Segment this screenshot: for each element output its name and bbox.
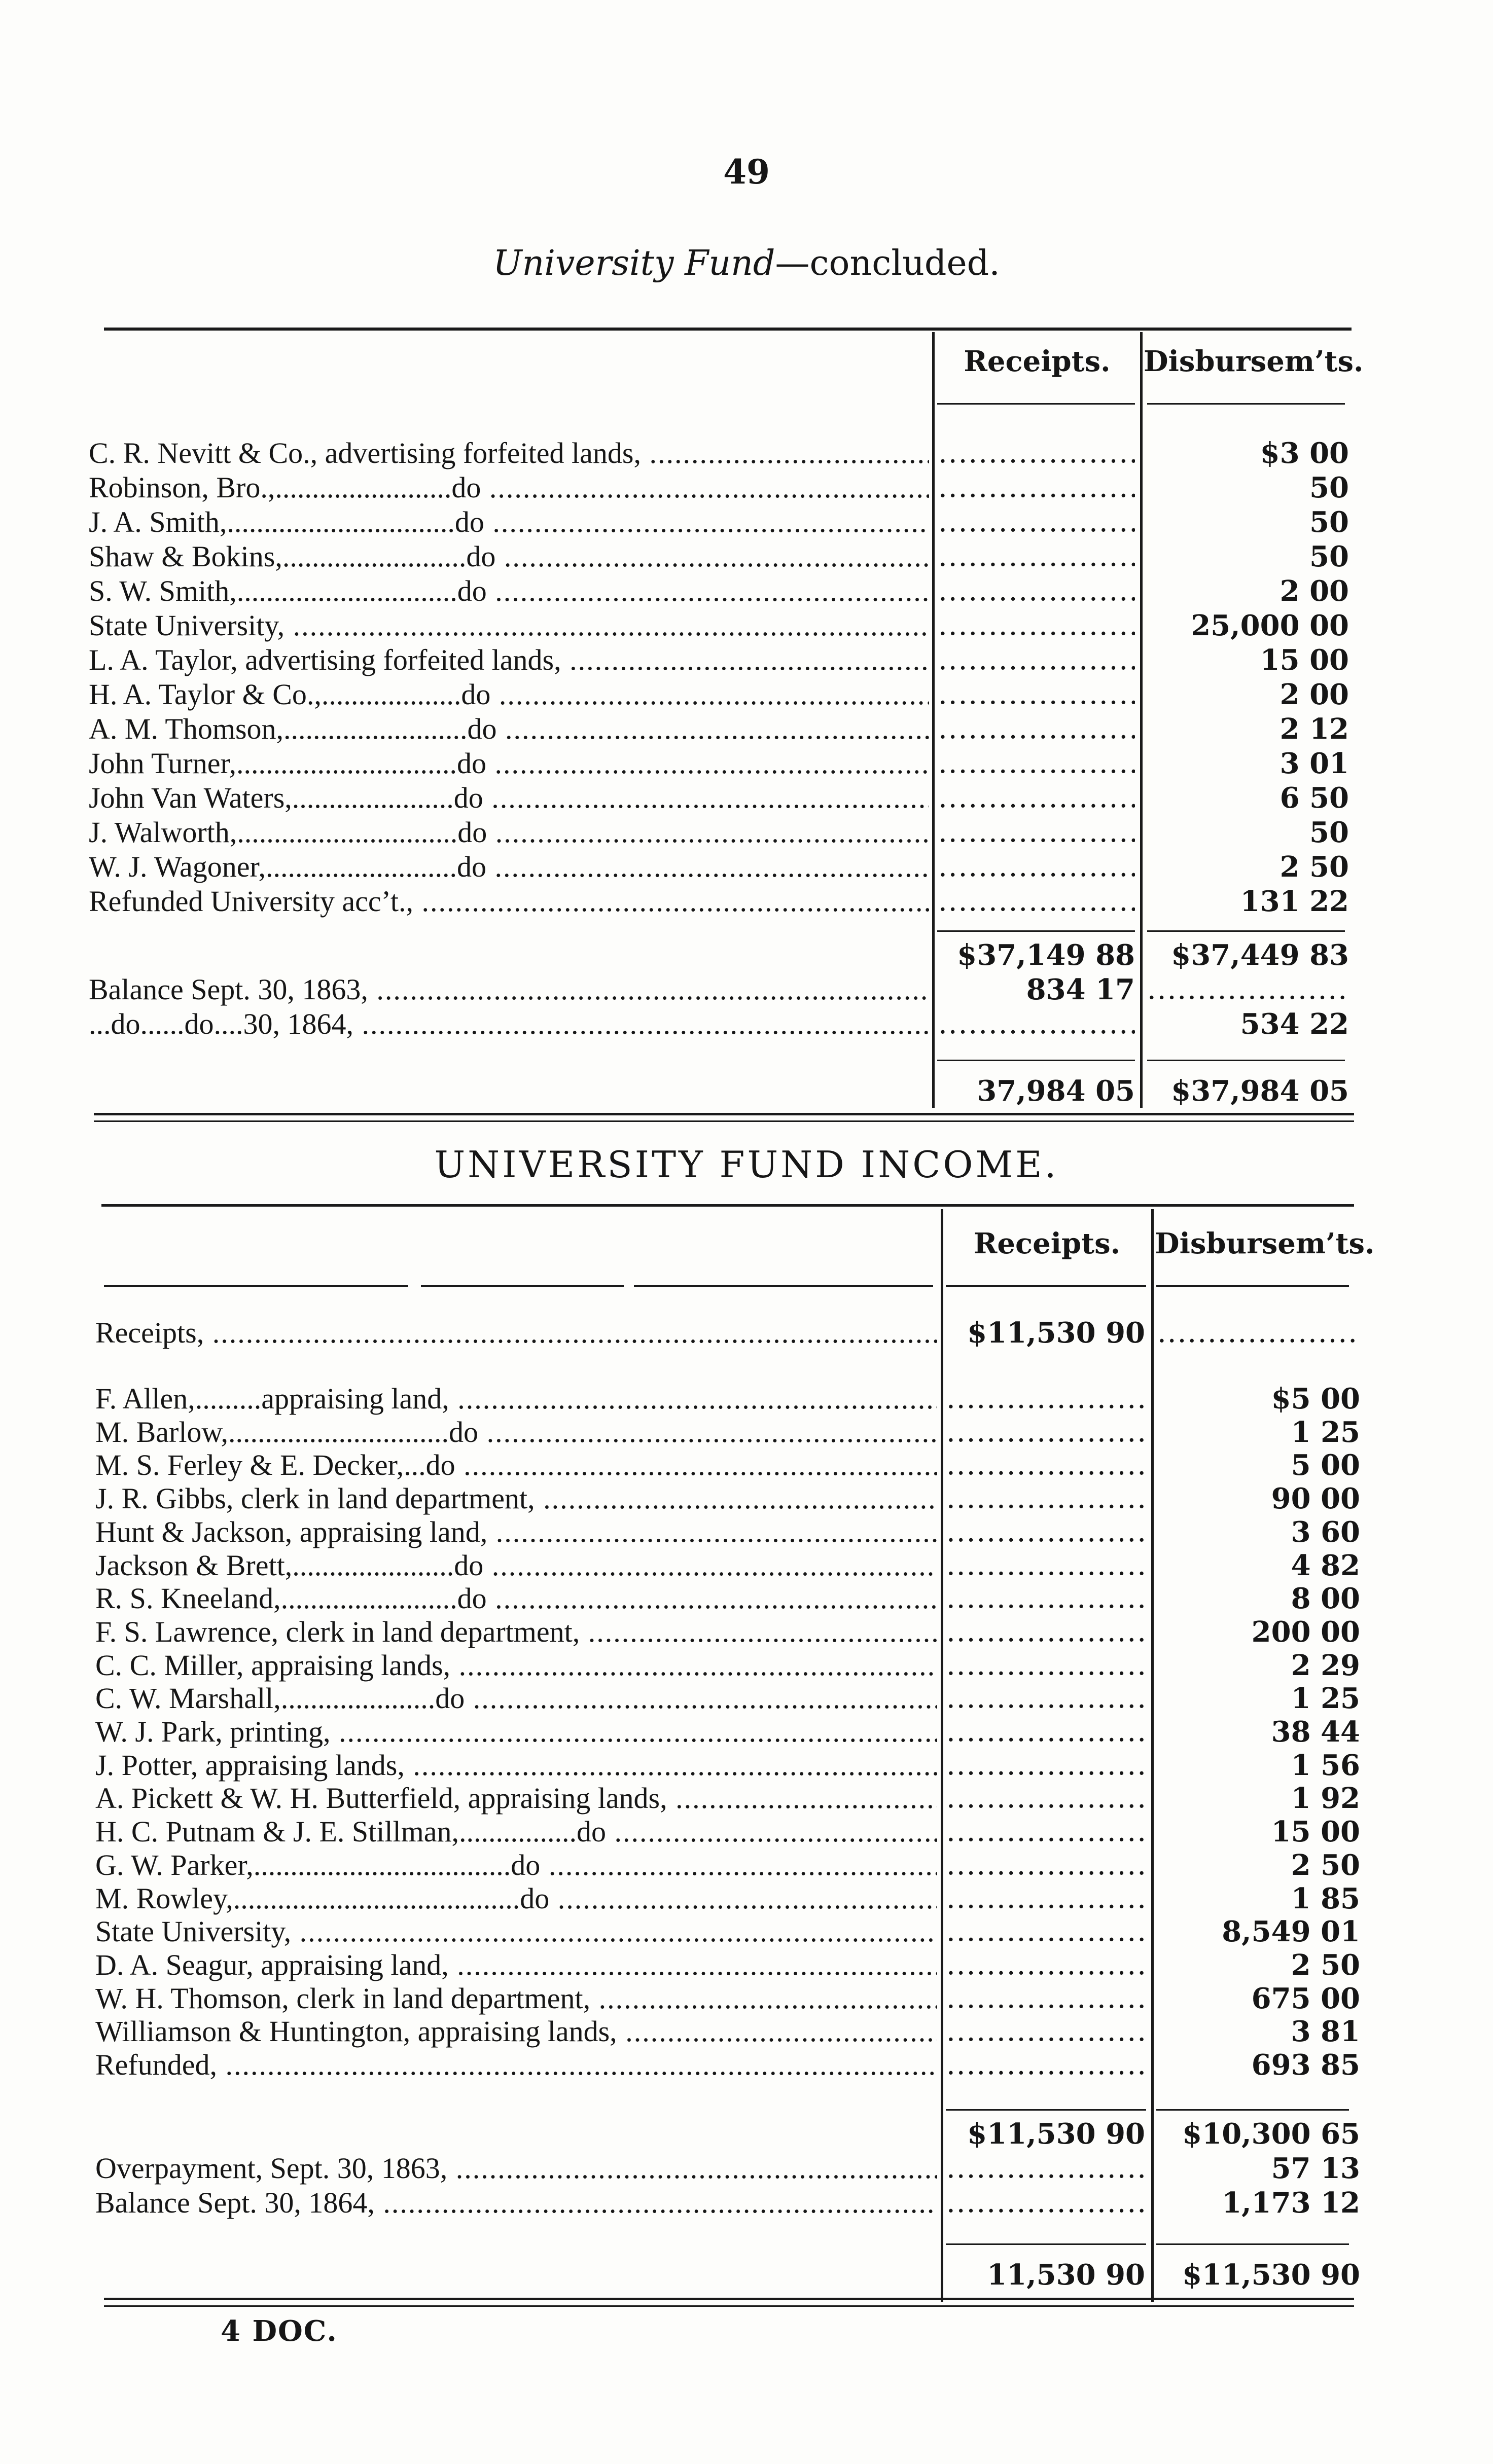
total-row — [0, 1074, 1493, 1108]
row-description: M. S. Ferley & E. Decker,...do ..... — [95, 1448, 937, 1482]
table-row — [0, 1448, 1493, 1482]
disbursements-amount: 15 00 — [1260, 643, 1349, 677]
s2-header-underline-desc-3 — [634, 1285, 933, 1287]
s2-bottom-rule-2 — [104, 2305, 1354, 2307]
table-row — [0, 1615, 1493, 1649]
s2-header-underline-desc-1 — [104, 1285, 408, 1287]
row-description: H. A. Taylor & Co.,...................do ..... — [89, 677, 929, 712]
receipts-leader-dots — [938, 815, 1135, 850]
row-description: Refunded University acc’t., ..... — [89, 884, 929, 919]
section-title-university-fund-income: UNIVERSITY FUND INCOME. — [434, 1143, 1059, 1186]
row-description: Shaw & Bokins,.........................do ..... — [89, 539, 929, 574]
row-description: J. Potter, appraising lands, ..... — [95, 1748, 937, 1783]
receipts-leader-dots — [938, 746, 1135, 781]
row-description: Balance Sept. 30, 1864, ..... — [95, 2186, 937, 2220]
receipts-leader-dots — [946, 1581, 1145, 1616]
receipts-leader-dots — [946, 1681, 1145, 1716]
disbursements-amount: 693 85 — [1251, 2048, 1360, 2082]
s1-header-receipts: Receipts. — [964, 345, 1111, 378]
row-description: ...do......do....30, 1864, ..... — [89, 1007, 929, 1041]
table-row — [0, 643, 1493, 677]
receipts-leader-dots — [938, 884, 1135, 919]
row-description: State University, ..... — [89, 608, 929, 643]
disbursements-amount: 90 00 — [1271, 1482, 1360, 1515]
row-description: C. C. Miller, appraising lands, ..... — [95, 1648, 937, 1683]
receipts-amount: $37,149 88 — [957, 938, 1135, 972]
s2-total-rule-dis — [1156, 2243, 1349, 2245]
row-description: Jackson & Brett,......................do ..... — [95, 1548, 937, 1583]
row-description: S. W. Smith,..............................do ..... — [89, 574, 929, 608]
disbursements-amount: 3 01 — [1279, 747, 1349, 780]
table-row — [0, 436, 1493, 470]
table-row — [0, 1581, 1493, 1616]
row-description: D. A. Seagur, appraising land, ..... — [95, 1948, 937, 1982]
row-description: Receipts, ..... — [95, 1316, 937, 1350]
receipts-leader-dots — [946, 2048, 1145, 2082]
disbursements-amount: 2 50 — [1279, 850, 1349, 884]
footer-signature: 4 DOC. — [221, 2314, 338, 2348]
s2-top-rule — [101, 1204, 1354, 1207]
s2-header-receipts: Receipts. — [973, 1227, 1121, 1260]
row-description: G. W. Parker,...................................do ..... — [95, 1848, 937, 1882]
disbursements-amount: 2 00 — [1279, 678, 1349, 711]
row-description: Robinson, Bro.,........................do ..... — [89, 470, 929, 505]
disbursements-amount: 675 00 — [1251, 1982, 1360, 2015]
disbursements-amount: $3 00 — [1260, 437, 1349, 470]
s1-subtotal-rule-rec — [937, 930, 1135, 932]
table-row — [0, 1415, 1493, 1450]
disbursements-amount: $37,984 05 — [1171, 1074, 1349, 1108]
receipts-leader-dots — [938, 505, 1135, 539]
disbursements-amount: 2 12 — [1279, 712, 1349, 746]
receipts-amount: 834 17 — [1026, 973, 1135, 1006]
s2-header-underline-rec — [946, 1285, 1146, 1287]
table-row — [0, 1948, 1493, 1982]
table-row — [0, 677, 1493, 712]
subtotal-row — [0, 2117, 1493, 2151]
receipts-leader-dots — [938, 643, 1135, 677]
table-row — [0, 1681, 1493, 1716]
receipts-leader-dots — [938, 574, 1135, 608]
s1-header-disbursements: Disbursem’ts. — [1144, 345, 1364, 378]
table-row — [0, 1781, 1493, 1816]
row-description: J. R. Gibbs, clerk in land department, ..... — [95, 1481, 937, 1516]
s2-subtotal-rule-rec — [946, 2109, 1146, 2111]
table-row — [0, 1382, 1493, 1416]
disbursements-amount: 5 00 — [1291, 1448, 1360, 1482]
s1-bottom-rule-2 — [94, 1120, 1354, 1122]
receipts-leader-dots — [946, 1648, 1145, 1683]
disbursements-amount: 2 00 — [1279, 574, 1349, 608]
row-description: W. H. Thomson, clerk in land department, ..... — [95, 1981, 937, 2016]
receipts-amount: $11,530 90 — [967, 2117, 1145, 2151]
table-row — [0, 608, 1493, 643]
disbursements-amount: 8,549 01 — [1222, 1915, 1360, 1948]
table-row — [0, 539, 1493, 574]
row-description: J. A. Smith,...............................do ..... — [89, 505, 929, 539]
receipts-row — [0, 1316, 1493, 1350]
receipts-leader-dots — [946, 1548, 1145, 1583]
row-description: A. M. Thomson,.........................do ..... — [89, 712, 929, 746]
receipts-amount: 11,530 90 — [987, 2258, 1145, 2292]
receipts-amount: $11,530 90 — [967, 1316, 1145, 1350]
table-row — [0, 781, 1493, 815]
s1-subtotal-rule-dis — [1147, 930, 1345, 932]
row-description: Hunt & Jackson, appraising land, ..... — [95, 1515, 937, 1549]
disbursements-leader-dots — [1157, 1316, 1360, 1350]
receipts-leader-dots — [938, 608, 1135, 643]
receipts-leader-dots — [946, 1881, 1145, 1916]
title-italic: University Fund — [493, 243, 775, 283]
s1-top-rule — [104, 328, 1352, 331]
table-row — [0, 505, 1493, 539]
table-row — [0, 1981, 1493, 2016]
s1-bottom-rule-1 — [94, 1113, 1354, 1115]
disbursements-amount: 4 82 — [1291, 1549, 1360, 1582]
table-row — [0, 1548, 1493, 1583]
receipts-leader-dots — [946, 1981, 1145, 2016]
disbursements-amount: 57 13 — [1271, 2152, 1360, 2185]
balance-row — [0, 1007, 1493, 1041]
row-description: M. Barlow,..............................do ..... — [95, 1415, 937, 1450]
section-title-university-fund — [0, 243, 1493, 283]
disbursements-amount: 1 25 — [1291, 1416, 1360, 1449]
table-row — [0, 1515, 1493, 1549]
table-row — [0, 1715, 1493, 1749]
disbursements-amount: 2 50 — [1291, 1849, 1360, 1882]
disbursements-amount: 534 22 — [1240, 1007, 1349, 1041]
disbursements-amount: 50 — [1309, 540, 1349, 573]
disbursements-amount: 3 60 — [1291, 1515, 1360, 1549]
disbursements-amount: 2 50 — [1291, 1948, 1360, 1982]
receipts-leader-dots — [946, 2186, 1145, 2220]
receipts-leader-dots — [938, 1007, 1135, 1041]
row-description: M. Rowley,.......................................do ..... — [95, 1881, 937, 1916]
receipts-leader-dots — [946, 1515, 1145, 1549]
row-description: J. Walworth,..............................do ..... — [89, 815, 929, 850]
disbursements-amount: 1,173 12 — [1222, 2186, 1360, 2220]
receipts-leader-dots — [938, 850, 1135, 884]
s2-total-rule-rec — [946, 2243, 1146, 2245]
receipts-leader-dots — [946, 1781, 1145, 1816]
disbursements-amount: 50 — [1309, 471, 1349, 504]
row-description: Refunded, ..... — [95, 2048, 937, 2082]
row-description: F. S. Lawrence, clerk in land department, ..... — [95, 1615, 937, 1649]
table-row — [0, 2048, 1493, 2082]
disbursements-amount: 25,000 00 — [1191, 609, 1349, 642]
disbursements-amount: 1 56 — [1291, 1749, 1360, 1782]
balance-row — [0, 2151, 1493, 2186]
receipts-leader-dots — [946, 1815, 1145, 1849]
disbursements-amount: 8 00 — [1291, 1582, 1360, 1615]
row-description: C. R. Nevitt & Co., advertising forfeited lands, ..... — [89, 436, 929, 470]
disbursements-amount: $11,530 90 — [1182, 2258, 1360, 2292]
disbursements-leader-dots — [1147, 972, 1349, 1007]
row-description: W. J. Park, printing, ..... — [95, 1715, 937, 1749]
receipts-leader-dots — [938, 470, 1135, 505]
s1-total-rule-rec — [937, 1060, 1135, 1061]
table-row — [0, 574, 1493, 608]
receipts-amount: 37,984 05 — [977, 1074, 1135, 1108]
row-description: John Van Waters,......................do ..... — [89, 781, 929, 815]
receipts-leader-dots — [946, 1615, 1145, 1649]
disbursements-amount: 15 00 — [1271, 1815, 1360, 1849]
balance-row — [0, 972, 1493, 1007]
disbursements-amount: 2 29 — [1291, 1649, 1360, 1682]
table-row — [0, 1914, 1493, 1949]
receipts-leader-dots — [946, 1914, 1145, 1949]
balance-row — [0, 2186, 1493, 2220]
row-description: Overpayment, Sept. 30, 1863, ..... — [95, 2151, 937, 2186]
title-rest: —concluded. — [775, 243, 1000, 283]
table-row — [0, 1881, 1493, 1916]
receipts-leader-dots — [946, 1748, 1145, 1783]
row-description: John Turner,..............................do ..... — [89, 746, 929, 781]
s2-subtotal-rule-dis — [1156, 2109, 1349, 2111]
receipts-leader-dots — [946, 1415, 1145, 1450]
row-description: State University, ..... — [95, 1914, 937, 1949]
disbursements-amount: 3 81 — [1291, 2015, 1360, 2048]
table-row — [0, 815, 1493, 850]
row-description: C. W. Marshall,.....................do ..... — [95, 1681, 937, 1716]
row-description: A. Pickett & W. H. Butterfield, appraising lands, ..... — [95, 1781, 937, 1816]
table-row — [0, 1848, 1493, 1882]
receipts-leader-dots — [946, 1948, 1145, 1982]
table-row — [0, 2014, 1493, 2049]
disbursements-amount: $10,300 65 — [1182, 2117, 1360, 2151]
page-number: 49 — [723, 152, 770, 192]
receipts-leader-dots — [938, 436, 1135, 470]
receipts-leader-dots — [946, 1848, 1145, 1882]
receipts-leader-dots — [946, 2151, 1145, 2186]
s1-total-rule-dis — [1147, 1060, 1345, 1061]
s2-header-underline-dis — [1156, 1285, 1349, 1287]
subtotal-row — [0, 938, 1493, 972]
row-description: W. J. Wagoner,..........................do ..... — [89, 850, 929, 884]
s1-header-underline-rec — [937, 403, 1135, 405]
table-row — [0, 1748, 1493, 1783]
s2-bottom-rule-1 — [104, 2298, 1354, 2300]
disbursements-amount: 50 — [1309, 816, 1349, 849]
disbursements-amount: 200 00 — [1251, 1615, 1360, 1649]
disbursements-amount: 1 85 — [1291, 1882, 1360, 1915]
table-row — [0, 470, 1493, 505]
disbursements-amount: 1 92 — [1291, 1782, 1360, 1815]
receipts-leader-dots — [946, 1382, 1145, 1416]
row-description: R. S. Kneeland,........................do ..... — [95, 1581, 937, 1616]
disbursements-amount: $5 00 — [1271, 1382, 1360, 1416]
table-row — [0, 1481, 1493, 1516]
table-row — [0, 746, 1493, 781]
receipts-leader-dots — [938, 781, 1135, 815]
table-row — [0, 1815, 1493, 1849]
receipts-leader-dots — [946, 2014, 1145, 2049]
table-row — [0, 712, 1493, 746]
disbursements-amount: 131 22 — [1240, 885, 1349, 918]
s2-header-underline-desc-2 — [421, 1285, 624, 1287]
receipts-leader-dots — [946, 1481, 1145, 1516]
s1-header-underline-dis — [1147, 403, 1345, 405]
row-description: Balance Sept. 30, 1863, ..... — [89, 972, 929, 1007]
s2-header-disbursements: Disbursem’ts. — [1155, 1227, 1375, 1260]
row-description: F. Allen,.........appraising land, ..... — [95, 1382, 937, 1416]
disbursements-amount: 6 50 — [1279, 781, 1349, 815]
disbursements-amount: 50 — [1309, 505, 1349, 539]
receipts-leader-dots — [938, 539, 1135, 574]
receipts-leader-dots — [938, 677, 1135, 712]
row-description: L. A. Taylor, advertising forfeited lands, ..... — [89, 643, 929, 677]
disbursements-amount: $37,449 83 — [1171, 938, 1349, 972]
total-row — [0, 2258, 1493, 2292]
row-description: H. C. Putnam & J. E. Stillman,................do ..... — [95, 1815, 937, 1849]
receipts-leader-dots — [946, 1715, 1145, 1749]
disbursements-amount: 1 25 — [1291, 1682, 1360, 1715]
disbursements-amount: 38 44 — [1271, 1715, 1360, 1749]
row-description: Williamson & Huntington, appraising lands, ..... — [95, 2014, 937, 2049]
table-row — [0, 850, 1493, 884]
table-row — [0, 1648, 1493, 1683]
receipts-leader-dots — [946, 1448, 1145, 1482]
table-row — [0, 884, 1493, 919]
receipts-leader-dots — [938, 712, 1135, 746]
